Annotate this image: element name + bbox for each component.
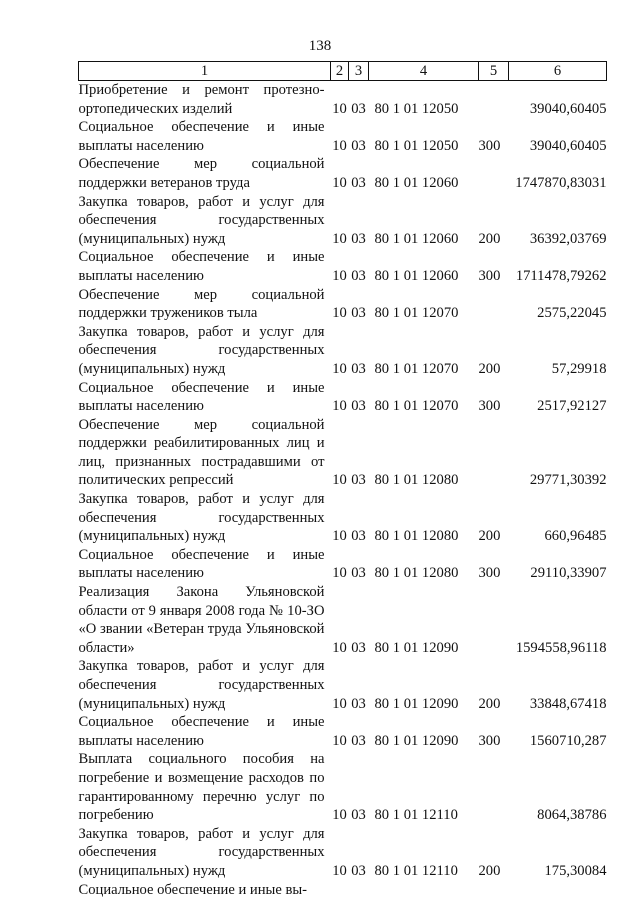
row-description: Закупка товаров, работ и услуг для обеспечения государственных (муниципальных) нужд xyxy=(78,658,325,712)
row-cell-c2: 10 xyxy=(332,230,347,247)
row-cell-c3: 03 xyxy=(351,100,366,117)
row-cell-c4: 80 1 01 12050 xyxy=(374,100,459,117)
row-cell-c4: 80 1 01 12110 xyxy=(374,807,458,824)
row-cell-c6: 660,96485 xyxy=(544,528,607,545)
row-cell-c5 xyxy=(479,583,509,657)
row-cell-c3: 03 xyxy=(351,360,366,377)
row-cell-c6: 2575,22045 xyxy=(537,305,607,322)
header-row xyxy=(79,62,607,81)
row-cell-c4: 80 1 01 12080 xyxy=(374,472,459,489)
table-row xyxy=(79,155,607,192)
row-cell-c3: 03 xyxy=(351,137,366,154)
row-cell-c4: 80 1 01 12060 xyxy=(374,174,459,191)
row-cell-c4: 80 1 01 12060 xyxy=(374,267,459,284)
row-cell-c6: 29110,33907 xyxy=(530,565,607,582)
row-cell-c4: 80 1 01 12090 xyxy=(374,732,459,749)
row-cell-c2: 10 xyxy=(332,528,347,545)
table-row xyxy=(79,713,607,750)
row-cell-c3: 03 xyxy=(351,807,366,824)
row-cell-c3: 03 xyxy=(351,230,366,247)
row-cell-c2: 10 xyxy=(332,100,347,117)
row-cell-c6: 1747870,83031 xyxy=(515,174,607,191)
row-cell-c2: 10 xyxy=(332,695,347,712)
row-cell-c5 xyxy=(479,881,509,900)
row-cell-c5 xyxy=(479,416,509,490)
table-row xyxy=(79,118,607,155)
row-cell-c3: 03 xyxy=(351,732,366,749)
row-cell-c2: 10 xyxy=(332,305,347,322)
row-cell-c5 xyxy=(479,155,509,192)
row-cell-c5 xyxy=(479,750,509,824)
column-header: 2 xyxy=(331,62,349,81)
row-cell-c2 xyxy=(331,881,349,900)
row-cell-c5: 300 xyxy=(478,732,501,749)
row-cell-c6: 33848,67418 xyxy=(529,695,607,712)
budget-table xyxy=(78,61,607,899)
row-cell-c2: 10 xyxy=(332,732,347,749)
row-cell-c3: 03 xyxy=(351,565,366,582)
row-description: Социальное обеспечение и иные выплаты населению xyxy=(78,249,325,284)
row-description: Закупка товаров, работ и услуг для обеспечения государственных (муниципальных) нужд xyxy=(78,323,325,377)
column-header: 5 xyxy=(479,62,509,81)
row-description: Обеспечение мер социальной поддержки ветеранов труда xyxy=(78,156,325,191)
row-cell-c5: 200 xyxy=(478,862,501,879)
row-cell-c2: 10 xyxy=(332,862,347,879)
row-cell-c5: 200 xyxy=(478,360,501,377)
row-cell-c4 xyxy=(369,881,479,900)
table-row xyxy=(79,490,607,546)
row-cell-c5: 300 xyxy=(478,137,501,154)
row-description: Социальное обеспечение и иные выплаты населению xyxy=(78,119,325,154)
row-cell-c3: 03 xyxy=(351,174,366,191)
row-cell-c6: 8064,38786 xyxy=(537,807,607,824)
row-cell-c3: 03 xyxy=(351,862,366,879)
row-cell-c4: 80 1 01 12070 xyxy=(374,360,459,377)
row-cell-c3: 03 xyxy=(351,305,366,322)
column-header: 4 xyxy=(369,62,479,81)
table-row xyxy=(79,323,607,379)
row-cell-c5 xyxy=(479,81,509,119)
row-cell-c6: 39040,60405 xyxy=(529,137,607,154)
row-cell-c6: 57,29918 xyxy=(551,360,607,377)
row-cell-c2: 10 xyxy=(332,360,347,377)
row-cell-c5: 300 xyxy=(478,565,501,582)
row-description: Обеспечение мер социальной поддержки реабилитированных лиц и лиц, признанных пострадавшими от политических репрессий xyxy=(78,416,325,489)
row-cell-c6: 1594558,96118 xyxy=(515,639,607,656)
row-cell-c2: 10 xyxy=(332,807,347,824)
row-description: Обеспечение мер социальной поддержки тружеников тыла xyxy=(78,286,325,322)
table-row xyxy=(79,657,607,713)
row-cell-c4: 80 1 01 12080 xyxy=(374,528,459,545)
row-cell-c4: 80 1 01 12070 xyxy=(374,398,459,415)
row-cell-c3: 03 xyxy=(351,398,366,415)
table-row xyxy=(79,248,607,285)
row-cell-c4: 80 1 01 12090 xyxy=(374,639,459,656)
column-header: 1 xyxy=(79,62,331,81)
row-description: Социальное обеспечение и иные выплаты населению xyxy=(78,546,325,582)
table-row xyxy=(79,881,607,900)
row-cell-c4: 80 1 01 12090 xyxy=(374,695,459,712)
row-cell-c4: 80 1 01 12050 xyxy=(374,137,459,154)
row-cell-c6: 175,30084 xyxy=(544,862,607,879)
row-cell-c2: 10 xyxy=(332,267,347,284)
row-description: Социальное обеспечение и иные выплаты населению xyxy=(78,714,325,749)
row-cell-c3: 03 xyxy=(351,267,366,284)
row-description: Выплата социального пособия на погребение и возмещение расходов по гарантированному перечню услуг по погребению xyxy=(78,751,325,824)
row-cell-c3: 03 xyxy=(351,639,366,656)
row-description: Закупка товаров, работ и услуг для обеспечения государственных (муниципальных) нужд xyxy=(78,193,325,247)
table-row xyxy=(79,193,607,249)
row-cell-c5: 200 xyxy=(478,230,501,247)
table-row xyxy=(79,81,607,119)
row-cell-c5: 200 xyxy=(478,528,501,545)
row-cell-c5: 300 xyxy=(478,398,501,415)
row-cell-c4: 80 1 01 12070 xyxy=(374,305,459,322)
row-cell-c3: 03 xyxy=(351,528,366,545)
row-cell-c6: 39040,60405 xyxy=(529,100,607,117)
table-body xyxy=(79,81,607,900)
row-cell-c2: 10 xyxy=(332,639,347,656)
row-cell-c3 xyxy=(349,881,369,900)
row-cell-c6: 2517,92127 xyxy=(537,398,607,415)
row-description: Социальное обеспечение и иные выплаты населению xyxy=(78,379,325,415)
page-number: 138 xyxy=(308,38,332,54)
row-cell-c2: 10 xyxy=(332,398,347,415)
table-row xyxy=(79,379,607,416)
row-description: Приобретение и ремонт протезно-ортопедических изделий xyxy=(78,82,325,117)
row-description: Реализация Закона Ульяновской области от 9 января 2008 года № 10-ЗО «О звании «Ветеран труда Ульяновской области» xyxy=(78,584,325,656)
row-cell-c6 xyxy=(509,881,607,900)
table-row xyxy=(79,583,607,657)
row-cell-c4: 80 1 01 12080 xyxy=(374,565,459,582)
row-cell-c5 xyxy=(479,286,509,323)
row-cell-c5: 300 xyxy=(478,267,501,284)
row-cell-c6: 36392,03769 xyxy=(529,230,607,247)
row-cell-c6: 29771,30392 xyxy=(529,472,607,489)
row-cell-c2: 10 xyxy=(332,472,347,489)
row-cell-c3: 03 xyxy=(351,695,366,712)
row-cell-c6: 1711478,79262 xyxy=(515,267,607,284)
column-header: 6 xyxy=(509,62,607,81)
row-cell-c4: 80 1 01 12110 xyxy=(374,862,458,879)
row-description: Закупка товаров, работ и услуг для обеспечения государственных (муниципальных) нужд xyxy=(78,825,325,879)
row-cell-c5: 200 xyxy=(478,695,501,712)
column-header: 3 xyxy=(349,62,369,81)
row-cell-c2: 10 xyxy=(332,174,347,191)
row-cell-c2: 10 xyxy=(332,137,347,154)
table-row xyxy=(79,286,607,323)
row-cell-c6: 1560710,287 xyxy=(529,732,607,749)
row-cell-c4: 80 1 01 12060 xyxy=(374,230,459,247)
table-row xyxy=(79,750,607,824)
table-row xyxy=(79,546,607,583)
table-row xyxy=(79,825,607,881)
row-description: Социальное обеспечение и иные вы- xyxy=(78,881,308,898)
row-cell-c2: 10 xyxy=(332,565,347,582)
row-description: Закупка товаров, работ и услуг для обеспечения государственных (муниципальных) нужд xyxy=(78,491,325,545)
table-row xyxy=(79,416,607,490)
row-cell-c3: 03 xyxy=(351,472,366,489)
